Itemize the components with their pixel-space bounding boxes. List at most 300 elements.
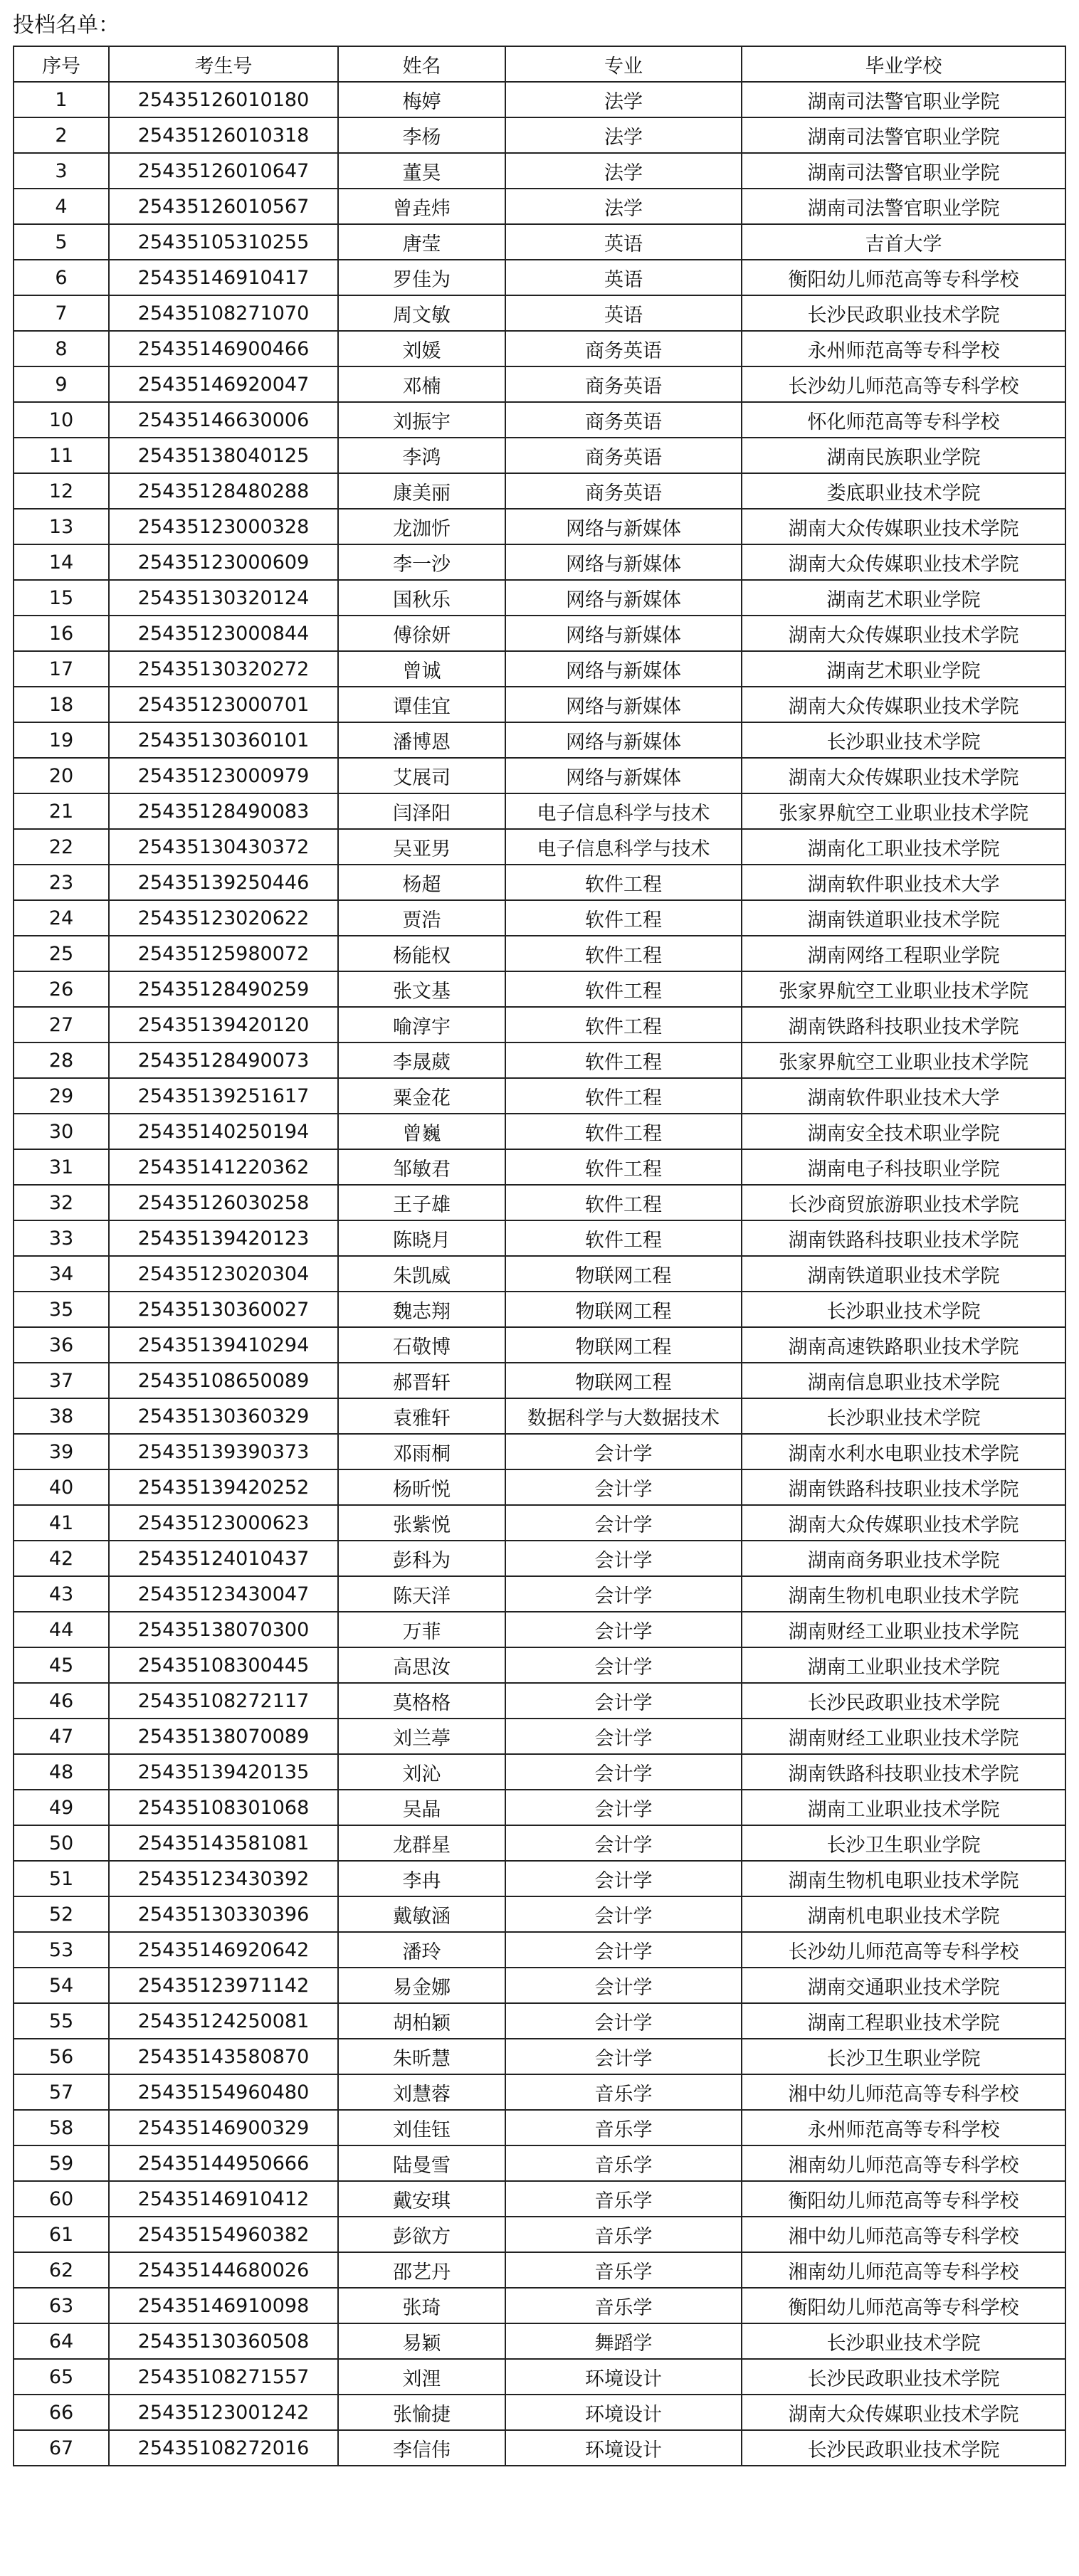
cell-exam-number: 25435123000609 bbox=[109, 544, 338, 580]
cell-index: 54 bbox=[14, 1968, 109, 2003]
table-row bbox=[14, 1292, 1065, 1327]
cell-name: 唐莹 bbox=[338, 224, 505, 260]
cell-index: 38 bbox=[14, 1398, 109, 1434]
cell-school: 湖南电子科技职业学院 bbox=[742, 1149, 1065, 1185]
cell-major: 音乐学 bbox=[505, 2181, 742, 2217]
cell-name: 国秋乐 bbox=[338, 580, 505, 616]
cell-major: 会计学 bbox=[505, 1683, 742, 1719]
cell-exam-number: 25435139420135 bbox=[109, 1754, 338, 1790]
cell-major: 法学 bbox=[505, 153, 742, 189]
cell-major: 会计学 bbox=[505, 1896, 742, 1932]
cell-index: 1 bbox=[14, 82, 109, 117]
cell-school: 湘南幼儿师范高等专科学校 bbox=[742, 2252, 1065, 2288]
cell-school: 湖南水利水电职业技术学院 bbox=[742, 1434, 1065, 1469]
cell-exam-number: 25435143581081 bbox=[109, 1825, 338, 1861]
cell-exam-number: 25435154960480 bbox=[109, 2074, 338, 2110]
table-row bbox=[14, 1683, 1065, 1719]
cell-index: 56 bbox=[14, 2039, 109, 2074]
cell-exam-number: 25435124250081 bbox=[109, 2003, 338, 2039]
cell-major: 软件工程 bbox=[505, 936, 742, 971]
table-row bbox=[14, 117, 1065, 153]
table-row bbox=[14, 402, 1065, 438]
cell-school: 湖南司法警官职业学院 bbox=[742, 189, 1065, 224]
cell-school: 永州师范高等专科学校 bbox=[742, 331, 1065, 366]
cell-name: 邹敏君 bbox=[338, 1149, 505, 1185]
cell-index: 43 bbox=[14, 1576, 109, 1612]
cell-exam-number: 25435128490073 bbox=[109, 1042, 338, 1078]
cell-index: 48 bbox=[14, 1754, 109, 1790]
table-row bbox=[14, 1007, 1065, 1042]
cell-index: 26 bbox=[14, 971, 109, 1007]
cell-school: 长沙职业技术学院 bbox=[742, 1398, 1065, 1434]
cell-exam-number: 25435123001242 bbox=[109, 2395, 338, 2430]
cell-major: 软件工程 bbox=[505, 1042, 742, 1078]
cell-school: 湘中幼儿师范高等专科学校 bbox=[742, 2074, 1065, 2110]
cell-name: 李鸿 bbox=[338, 438, 505, 473]
cell-name: 董昊 bbox=[338, 153, 505, 189]
cell-school: 湖南大众传媒职业技术学院 bbox=[742, 544, 1065, 580]
cell-name: 吴亚男 bbox=[338, 829, 505, 865]
cell-school: 湖南软件职业技术大学 bbox=[742, 865, 1065, 900]
cell-index: 27 bbox=[14, 1007, 109, 1042]
cell-name: 刘沁 bbox=[338, 1754, 505, 1790]
table-row bbox=[14, 1647, 1065, 1683]
cell-name: 龙泇忻 bbox=[338, 509, 505, 544]
cell-school: 湘中幼儿师范高等专科学校 bbox=[742, 2217, 1065, 2252]
cell-index: 61 bbox=[14, 2217, 109, 2252]
cell-exam-number: 25435126030258 bbox=[109, 1185, 338, 1220]
table-row bbox=[14, 2145, 1065, 2181]
cell-index: 28 bbox=[14, 1042, 109, 1078]
cell-school: 湖南铁道职业技术学院 bbox=[742, 1256, 1065, 1292]
table-row bbox=[14, 509, 1065, 544]
cell-name: 罗佳为 bbox=[338, 260, 505, 295]
cell-school: 吉首大学 bbox=[742, 224, 1065, 260]
cell-exam-number: 25435130360101 bbox=[109, 722, 338, 758]
cell-school: 湖南交通职业技术学院 bbox=[742, 1968, 1065, 2003]
table-row bbox=[14, 1220, 1065, 1256]
cell-major: 会计学 bbox=[505, 1541, 742, 1576]
cell-school: 长沙幼儿师范高等专科学校 bbox=[742, 1932, 1065, 1968]
cell-exam-number: 25435146630006 bbox=[109, 402, 338, 438]
cell-index: 39 bbox=[14, 1434, 109, 1469]
cell-school: 湖南铁路科技职业技术学院 bbox=[742, 1469, 1065, 1505]
cell-exam-number: 25435130360508 bbox=[109, 2323, 338, 2359]
cell-major: 英语 bbox=[505, 260, 742, 295]
cell-major: 音乐学 bbox=[505, 2110, 742, 2145]
cell-exam-number: 25435146920047 bbox=[109, 366, 338, 402]
cell-major: 软件工程 bbox=[505, 865, 742, 900]
table-row bbox=[14, 687, 1065, 722]
table-row bbox=[14, 189, 1065, 224]
cell-major: 网络与新媒体 bbox=[505, 509, 742, 544]
cell-name: 闫泽阳 bbox=[338, 793, 505, 829]
cell-school: 张家界航空工业职业技术学院 bbox=[742, 1042, 1065, 1078]
cell-index: 3 bbox=[14, 153, 109, 189]
cell-exam-number: 25435108272117 bbox=[109, 1683, 338, 1719]
cell-index: 11 bbox=[14, 438, 109, 473]
cell-exam-number: 25435141220362 bbox=[109, 1149, 338, 1185]
cell-index: 63 bbox=[14, 2288, 109, 2323]
table-row bbox=[14, 260, 1065, 295]
cell-name: 刘媛 bbox=[338, 331, 505, 366]
cell-name: 龙群星 bbox=[338, 1825, 505, 1861]
cell-major: 会计学 bbox=[505, 1612, 742, 1647]
cell-name: 李信伟 bbox=[338, 2430, 505, 2466]
cell-index: 44 bbox=[14, 1612, 109, 1647]
cell-name: 曾垚炜 bbox=[338, 189, 505, 224]
cell-name: 潘博恩 bbox=[338, 722, 505, 758]
header-exam-number: 考生号 bbox=[109, 46, 338, 82]
cell-exam-number: 25435143580870 bbox=[109, 2039, 338, 2074]
cell-index: 36 bbox=[14, 1327, 109, 1363]
cell-major: 物联网工程 bbox=[505, 1363, 742, 1398]
cell-school: 衡阳幼儿师范高等专科学校 bbox=[742, 2181, 1065, 2217]
cell-index: 15 bbox=[14, 580, 109, 616]
cell-index: 4 bbox=[14, 189, 109, 224]
cell-name: 张紫悦 bbox=[338, 1505, 505, 1541]
cell-exam-number: 25435146900466 bbox=[109, 331, 338, 366]
table-row bbox=[14, 82, 1065, 117]
cell-school: 怀化师范高等专科学校 bbox=[742, 402, 1065, 438]
cell-exam-number: 25435123000701 bbox=[109, 687, 338, 722]
cell-index: 23 bbox=[14, 865, 109, 900]
cell-index: 46 bbox=[14, 1683, 109, 1719]
cell-major: 音乐学 bbox=[505, 2217, 742, 2252]
table-row bbox=[14, 1363, 1065, 1398]
cell-exam-number: 25435108301068 bbox=[109, 1790, 338, 1825]
cell-major: 音乐学 bbox=[505, 2252, 742, 2288]
table-row bbox=[14, 1861, 1065, 1896]
cell-major: 软件工程 bbox=[505, 1078, 742, 1114]
cell-school: 长沙民政职业技术学院 bbox=[742, 2359, 1065, 2395]
cell-school: 湖南大众传媒职业技术学院 bbox=[742, 616, 1065, 651]
cell-school: 湖南生物机电职业技术学院 bbox=[742, 1861, 1065, 1896]
cell-name: 彭欲方 bbox=[338, 2217, 505, 2252]
table-row bbox=[14, 366, 1065, 402]
cell-exam-number: 25435130320272 bbox=[109, 651, 338, 687]
cell-major: 会计学 bbox=[505, 1505, 742, 1541]
table-row bbox=[14, 900, 1065, 936]
cell-major: 会计学 bbox=[505, 1434, 742, 1469]
cell-major: 物联网工程 bbox=[505, 1256, 742, 1292]
cell-major: 网络与新媒体 bbox=[505, 722, 742, 758]
cell-name: 曾巍 bbox=[338, 1114, 505, 1149]
cell-major: 英语 bbox=[505, 224, 742, 260]
cell-school: 湖南艺术职业学院 bbox=[742, 580, 1065, 616]
cell-exam-number: 25435146920642 bbox=[109, 1932, 338, 1968]
cell-exam-number: 25435123000328 bbox=[109, 509, 338, 544]
cell-name: 易金娜 bbox=[338, 1968, 505, 2003]
cell-school: 湖南司法警官职业学院 bbox=[742, 153, 1065, 189]
cell-school: 湖南商务职业技术学院 bbox=[742, 1541, 1065, 1576]
cell-school: 湖南财经工业职业技术学院 bbox=[742, 1719, 1065, 1754]
cell-school: 长沙民政职业技术学院 bbox=[742, 1683, 1065, 1719]
cell-exam-number: 25435105310255 bbox=[109, 224, 338, 260]
cell-school: 长沙幼儿师范高等专科学校 bbox=[742, 366, 1065, 402]
cell-major: 会计学 bbox=[505, 1968, 742, 2003]
cell-name: 粟金花 bbox=[338, 1078, 505, 1114]
cell-name: 李杨 bbox=[338, 117, 505, 153]
table-row bbox=[14, 651, 1065, 687]
table-row bbox=[14, 331, 1065, 366]
cell-name: 胡柏颖 bbox=[338, 2003, 505, 2039]
cell-exam-number: 25435128490083 bbox=[109, 793, 338, 829]
table-row bbox=[14, 2181, 1065, 2217]
cell-major: 会计学 bbox=[505, 1719, 742, 1754]
cell-major: 商务英语 bbox=[505, 331, 742, 366]
table-row bbox=[14, 722, 1065, 758]
cell-name: 陈天洋 bbox=[338, 1576, 505, 1612]
cell-major: 数据科学与大数据技术 bbox=[505, 1398, 742, 1434]
cell-school: 湖南网络工程职业学院 bbox=[742, 936, 1065, 971]
cell-school: 湖南生物机电职业技术学院 bbox=[742, 1576, 1065, 1612]
cell-exam-number: 25435123020304 bbox=[109, 1256, 338, 1292]
cell-school: 长沙民政职业技术学院 bbox=[742, 2430, 1065, 2466]
table-row bbox=[14, 1185, 1065, 1220]
table-row bbox=[14, 1541, 1065, 1576]
cell-index: 51 bbox=[14, 1861, 109, 1896]
table-row bbox=[14, 1932, 1065, 1968]
cell-index: 2 bbox=[14, 117, 109, 153]
cell-exam-number: 25435123020622 bbox=[109, 900, 338, 936]
cell-name: 朱凯威 bbox=[338, 1256, 505, 1292]
cell-major: 音乐学 bbox=[505, 2288, 742, 2323]
cell-exam-number: 25435108271070 bbox=[109, 295, 338, 331]
cell-school: 长沙民政职业技术学院 bbox=[742, 295, 1065, 331]
cell-index: 55 bbox=[14, 2003, 109, 2039]
table-row bbox=[14, 1790, 1065, 1825]
cell-major: 会计学 bbox=[505, 1825, 742, 1861]
cell-name: 杨能权 bbox=[338, 936, 505, 971]
cell-name: 刘佳钰 bbox=[338, 2110, 505, 2145]
cell-exam-number: 25435108650089 bbox=[109, 1363, 338, 1398]
cell-school: 湖南司法警官职业学院 bbox=[742, 82, 1065, 117]
table-row bbox=[14, 295, 1065, 331]
table-row bbox=[14, 2003, 1065, 2039]
cell-major: 会计学 bbox=[505, 2003, 742, 2039]
cell-name: 张琦 bbox=[338, 2288, 505, 2323]
cell-index: 7 bbox=[14, 295, 109, 331]
cell-school: 长沙职业技术学院 bbox=[742, 722, 1065, 758]
cell-name: 陆曼雪 bbox=[338, 2145, 505, 2181]
cell-school: 张家界航空工业职业技术学院 bbox=[742, 971, 1065, 1007]
cell-school: 湖南艺术职业学院 bbox=[742, 651, 1065, 687]
cell-school: 长沙商贸旅游职业技术学院 bbox=[742, 1185, 1065, 1220]
cell-index: 29 bbox=[14, 1078, 109, 1114]
cell-name: 郝晋轩 bbox=[338, 1363, 505, 1398]
cell-index: 52 bbox=[14, 1896, 109, 1932]
table-row bbox=[14, 793, 1065, 829]
cell-name: 陈晓月 bbox=[338, 1220, 505, 1256]
cell-school: 长沙卫生职业学院 bbox=[742, 1825, 1065, 1861]
cell-index: 34 bbox=[14, 1256, 109, 1292]
cell-exam-number: 25435126010647 bbox=[109, 153, 338, 189]
cell-index: 30 bbox=[14, 1114, 109, 1149]
cell-index: 49 bbox=[14, 1790, 109, 1825]
cell-index: 33 bbox=[14, 1220, 109, 1256]
cell-name: 谭佳宜 bbox=[338, 687, 505, 722]
cell-index: 59 bbox=[14, 2145, 109, 2181]
cell-name: 周文敏 bbox=[338, 295, 505, 331]
cell-index: 66 bbox=[14, 2395, 109, 2430]
cell-major: 英语 bbox=[505, 295, 742, 331]
cell-school: 湖南铁路科技职业技术学院 bbox=[742, 1754, 1065, 1790]
admission-list-table bbox=[13, 46, 1066, 2466]
table-row bbox=[14, 473, 1065, 509]
cell-major: 软件工程 bbox=[505, 1220, 742, 1256]
table-row bbox=[14, 1469, 1065, 1505]
cell-exam-number: 25435108271557 bbox=[109, 2359, 338, 2395]
cell-exam-number: 25435128490259 bbox=[109, 971, 338, 1007]
cell-name: 袁雅轩 bbox=[338, 1398, 505, 1434]
header-school: 毕业学校 bbox=[742, 46, 1065, 82]
cell-index: 25 bbox=[14, 936, 109, 971]
cell-exam-number: 25435130430372 bbox=[109, 829, 338, 865]
cell-index: 47 bbox=[14, 1719, 109, 1754]
cell-name: 石敬博 bbox=[338, 1327, 505, 1363]
cell-name: 万菲 bbox=[338, 1612, 505, 1647]
cell-name: 戴敏涵 bbox=[338, 1896, 505, 1932]
cell-exam-number: 25435123971142 bbox=[109, 1968, 338, 2003]
cell-major: 会计学 bbox=[505, 1647, 742, 1683]
cell-school: 湖南司法警官职业学院 bbox=[742, 117, 1065, 153]
table-row bbox=[14, 1719, 1065, 1754]
cell-name: 潘玲 bbox=[338, 1932, 505, 1968]
cell-index: 35 bbox=[14, 1292, 109, 1327]
cell-major: 商务英语 bbox=[505, 473, 742, 509]
cell-major: 舞蹈学 bbox=[505, 2323, 742, 2359]
cell-major: 网络与新媒体 bbox=[505, 580, 742, 616]
cell-name: 喻淳宇 bbox=[338, 1007, 505, 1042]
cell-school: 湖南大众传媒职业技术学院 bbox=[742, 1505, 1065, 1541]
table-row bbox=[14, 2110, 1065, 2145]
cell-school: 湖南信息职业技术学院 bbox=[742, 1363, 1065, 1398]
cell-name: 戴安琪 bbox=[338, 2181, 505, 2217]
cell-index: 12 bbox=[14, 473, 109, 509]
table-row bbox=[14, 2039, 1065, 2074]
cell-index: 19 bbox=[14, 722, 109, 758]
header-index: 序号 bbox=[14, 46, 109, 82]
cell-major: 物联网工程 bbox=[505, 1292, 742, 1327]
cell-school: 湘南幼儿师范高等专科学校 bbox=[742, 2145, 1065, 2181]
cell-index: 40 bbox=[14, 1469, 109, 1505]
cell-school: 长沙职业技术学院 bbox=[742, 1292, 1065, 1327]
cell-school: 湖南大众传媒职业技术学院 bbox=[742, 758, 1065, 793]
cell-major: 会计学 bbox=[505, 1469, 742, 1505]
cell-index: 60 bbox=[14, 2181, 109, 2217]
cell-exam-number: 25435140250194 bbox=[109, 1114, 338, 1149]
table-row bbox=[14, 2359, 1065, 2395]
cell-school: 张家界航空工业职业技术学院 bbox=[742, 793, 1065, 829]
cell-exam-number: 25435130330396 bbox=[109, 1896, 338, 1932]
table-row bbox=[14, 865, 1065, 900]
cell-exam-number: 25435128480288 bbox=[109, 473, 338, 509]
page-title: 投档名单： bbox=[13, 13, 120, 38]
cell-major: 环境设计 bbox=[505, 2395, 742, 2430]
table-row bbox=[14, 1576, 1065, 1612]
cell-major: 音乐学 bbox=[505, 2145, 742, 2181]
table-row bbox=[14, 758, 1065, 793]
cell-name: 杨昕悦 bbox=[338, 1469, 505, 1505]
table-body bbox=[14, 82, 1065, 2466]
cell-name: 刘振宇 bbox=[338, 402, 505, 438]
cell-index: 20 bbox=[14, 758, 109, 793]
cell-name: 邓楠 bbox=[338, 366, 505, 402]
cell-exam-number: 25435139420123 bbox=[109, 1220, 338, 1256]
cell-index: 18 bbox=[14, 687, 109, 722]
cell-name: 李晟葳 bbox=[338, 1042, 505, 1078]
cell-exam-number: 25435139420252 bbox=[109, 1469, 338, 1505]
cell-school: 湖南大众传媒职业技术学院 bbox=[742, 2395, 1065, 2430]
cell-major: 电子信息科学与技术 bbox=[505, 793, 742, 829]
cell-name: 刘兰葶 bbox=[338, 1719, 505, 1754]
cell-exam-number: 25435139390373 bbox=[109, 1434, 338, 1469]
cell-exam-number: 25435144950666 bbox=[109, 2145, 338, 2181]
cell-exam-number: 25435126010567 bbox=[109, 189, 338, 224]
cell-major: 软件工程 bbox=[505, 1149, 742, 1185]
cell-school: 湖南铁道职业技术学院 bbox=[742, 900, 1065, 936]
cell-exam-number: 25435146910098 bbox=[109, 2288, 338, 2323]
table-row bbox=[14, 616, 1065, 651]
cell-index: 41 bbox=[14, 1505, 109, 1541]
cell-name: 高思汝 bbox=[338, 1647, 505, 1683]
table-row bbox=[14, 1505, 1065, 1541]
cell-index: 37 bbox=[14, 1363, 109, 1398]
cell-major: 软件工程 bbox=[505, 1114, 742, 1149]
cell-index: 31 bbox=[14, 1149, 109, 1185]
cell-exam-number: 25435123000979 bbox=[109, 758, 338, 793]
cell-exam-number: 25435139251617 bbox=[109, 1078, 338, 1114]
table-row bbox=[14, 2217, 1065, 2252]
cell-name: 李一沙 bbox=[338, 544, 505, 580]
table-row bbox=[14, 971, 1065, 1007]
cell-exam-number: 25435139410294 bbox=[109, 1327, 338, 1363]
cell-exam-number: 25435124010437 bbox=[109, 1541, 338, 1576]
cell-major: 网络与新媒体 bbox=[505, 616, 742, 651]
table-row bbox=[14, 580, 1065, 616]
cell-school: 长沙职业技术学院 bbox=[742, 2323, 1065, 2359]
cell-major: 商务英语 bbox=[505, 438, 742, 473]
table-row bbox=[14, 544, 1065, 580]
cell-exam-number: 25435123430047 bbox=[109, 1576, 338, 1612]
cell-school: 湖南高速铁路职业技术学院 bbox=[742, 1327, 1065, 1363]
cell-school: 湖南安全技术职业学院 bbox=[742, 1114, 1065, 1149]
cell-major: 网络与新媒体 bbox=[505, 758, 742, 793]
cell-school: 湖南铁路科技职业技术学院 bbox=[742, 1007, 1065, 1042]
cell-index: 8 bbox=[14, 331, 109, 366]
table-row bbox=[14, 1398, 1065, 1434]
cell-major: 法学 bbox=[505, 189, 742, 224]
header-major: 专业 bbox=[505, 46, 742, 82]
header-name: 姓名 bbox=[338, 46, 505, 82]
cell-index: 24 bbox=[14, 900, 109, 936]
cell-major: 会计学 bbox=[505, 1754, 742, 1790]
table-row bbox=[14, 2288, 1065, 2323]
cell-name: 吴晶 bbox=[338, 1790, 505, 1825]
cell-name: 艾展司 bbox=[338, 758, 505, 793]
table-row bbox=[14, 1825, 1065, 1861]
table-row bbox=[14, 1754, 1065, 1790]
cell-exam-number: 25435138040125 bbox=[109, 438, 338, 473]
cell-school: 湖南机电职业技术学院 bbox=[742, 1896, 1065, 1932]
cell-major: 软件工程 bbox=[505, 971, 742, 1007]
cell-exam-number: 25435154960382 bbox=[109, 2217, 338, 2252]
cell-major: 会计学 bbox=[505, 1790, 742, 1825]
cell-exam-number: 25435139420120 bbox=[109, 1007, 338, 1042]
cell-exam-number: 25435139250446 bbox=[109, 865, 338, 900]
cell-index: 42 bbox=[14, 1541, 109, 1576]
